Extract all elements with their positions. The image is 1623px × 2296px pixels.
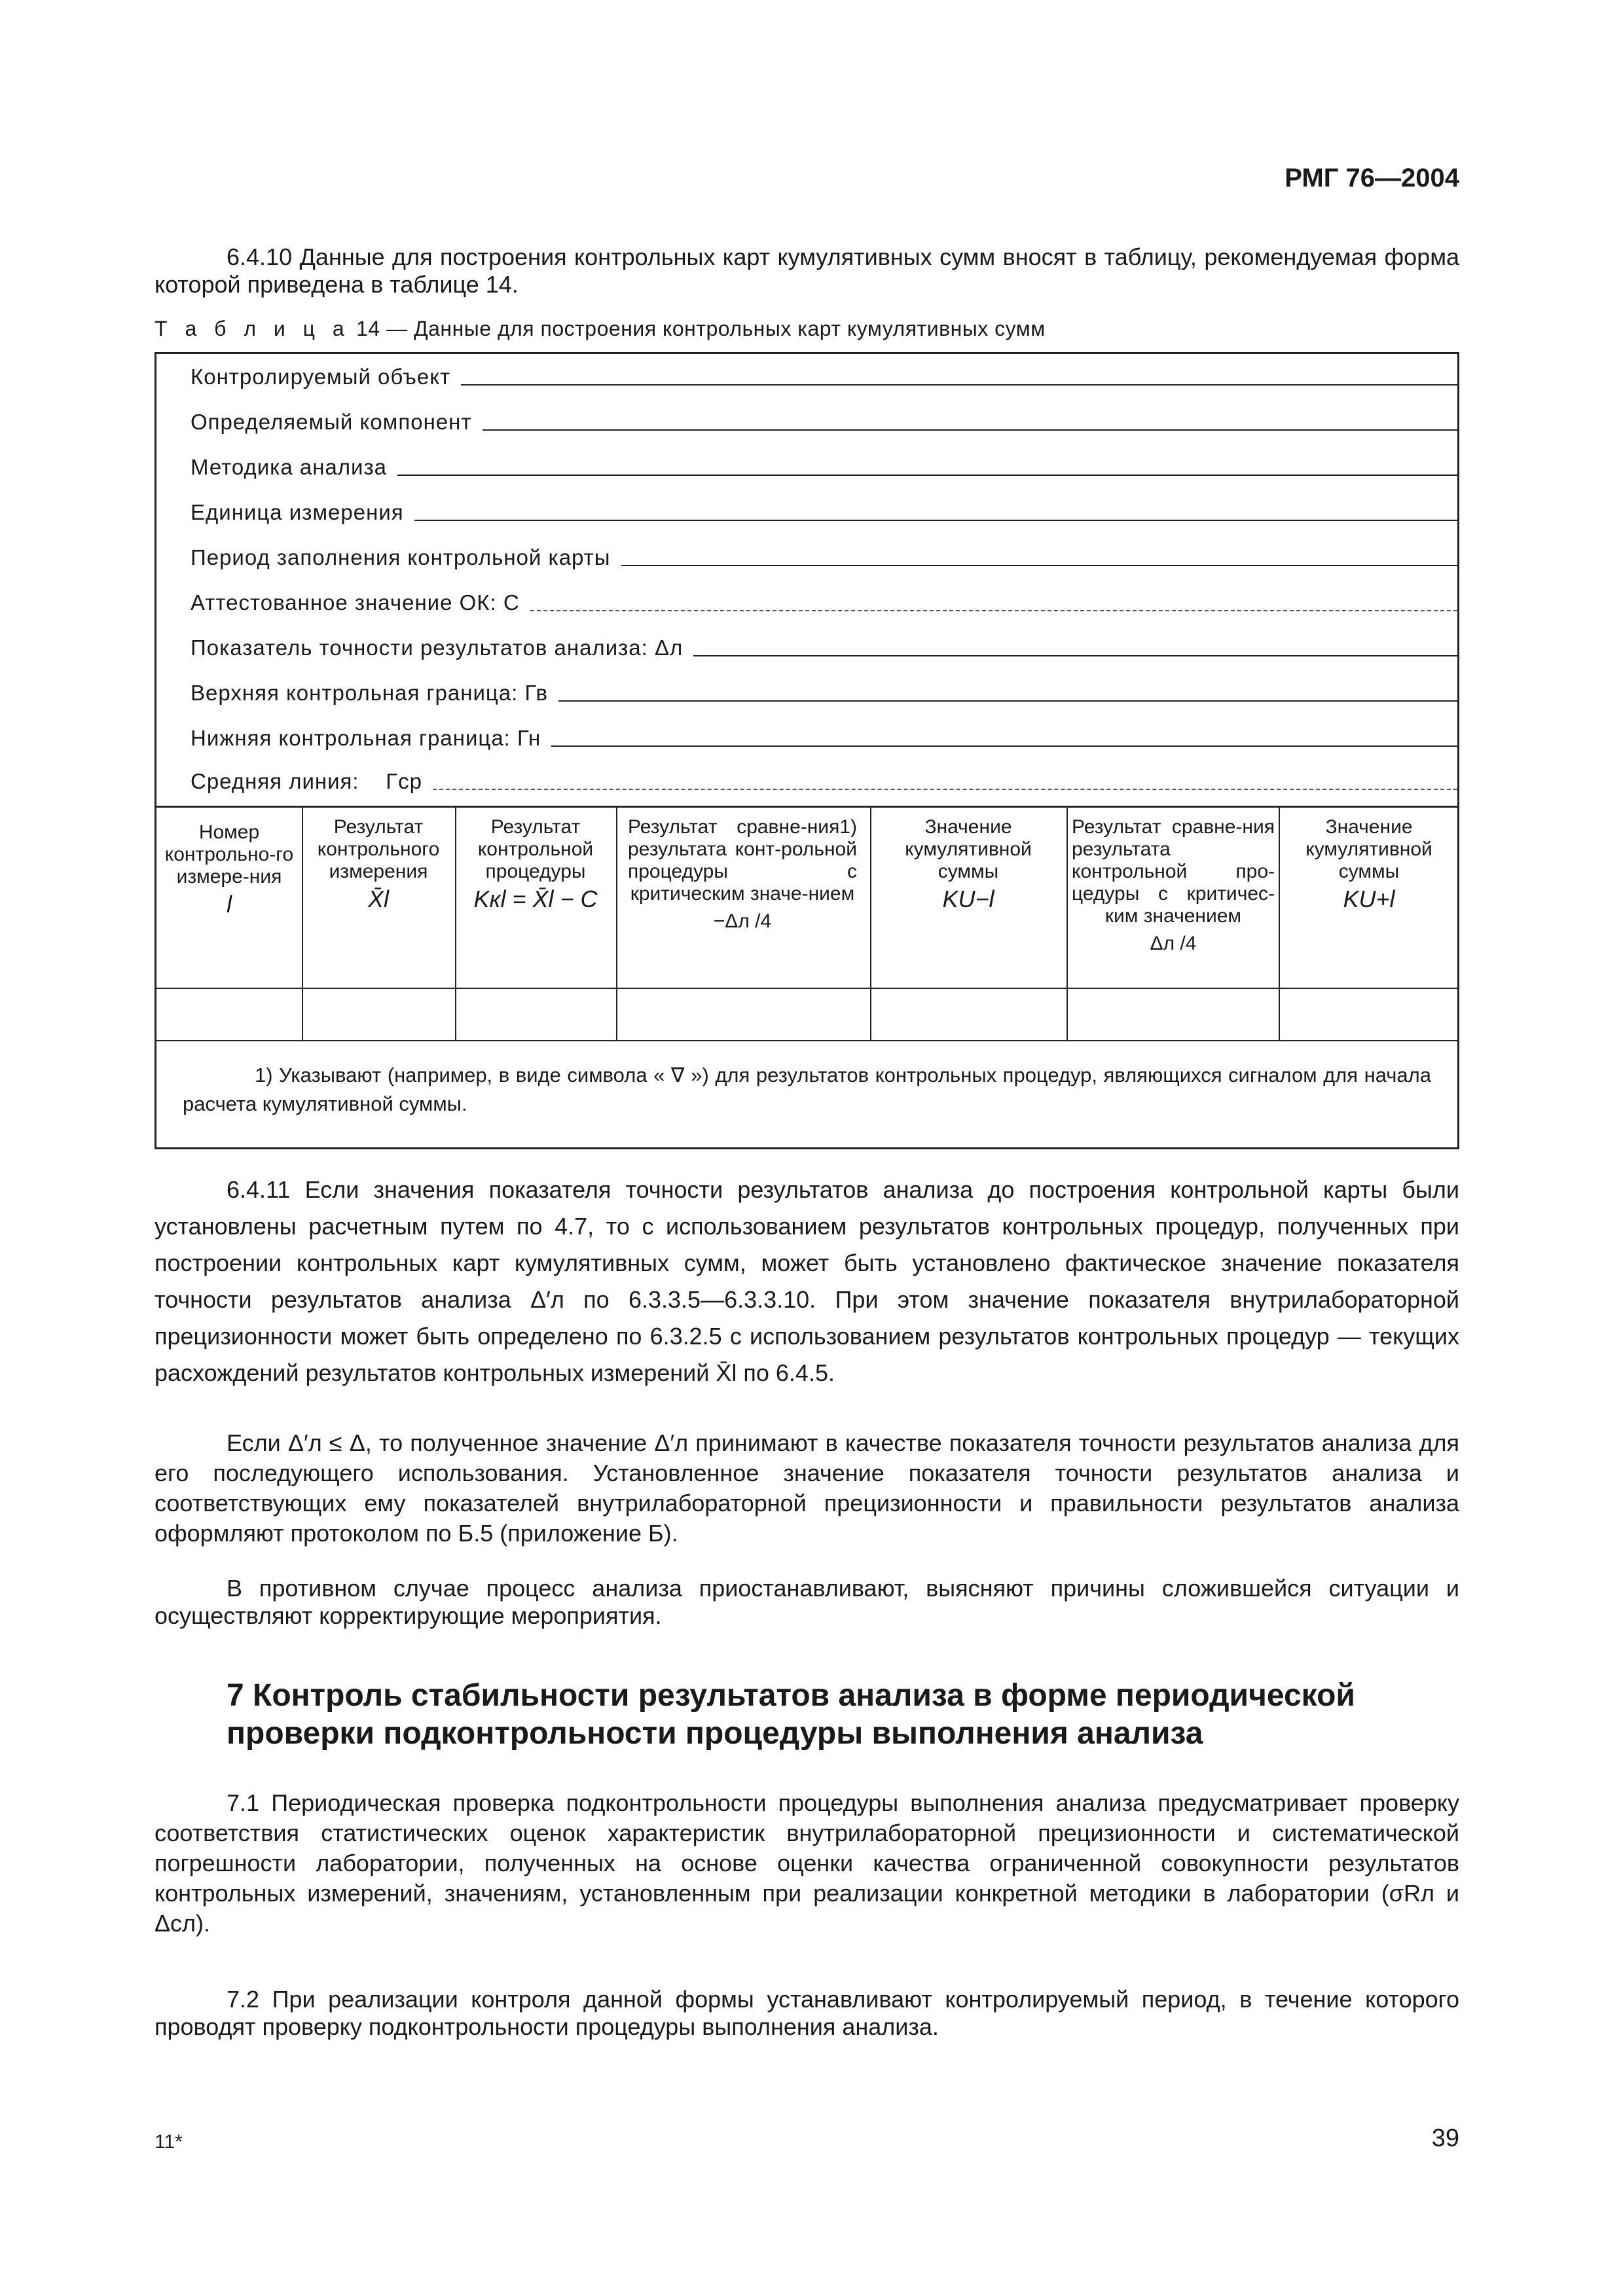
form-field: Контролируемый объект (191, 358, 1457, 389)
form-field: Верхняя контрольная граница: Гв (191, 674, 1457, 706)
form-field: Аттестованное значение ОК: C (191, 584, 1457, 615)
fill-line (693, 655, 1457, 656)
column-header-measurement: Результат контрольного измерения X̄l (317, 816, 440, 912)
section-7-heading: 7 Контроль стабильности результатов анализа в форме периодической проверки подконтрольности процедуры выполнения анализа (227, 1678, 1355, 1751)
paragraph-6-4-11-otherwise: В противном случае процесс анализа приостанавливают, выясняют причины сложившейся ситуации и осуществляют корректирующие мероприятия. (155, 1575, 1459, 1629)
column-header-cumsum-upper: Значение кумулятивной суммы KU+l (1305, 816, 1432, 912)
column-divider (870, 806, 871, 1040)
fill-line (397, 475, 1457, 476)
fill-line (483, 429, 1457, 431)
column-divider (616, 806, 617, 1040)
column-divider (1279, 806, 1280, 1040)
document-code: РМГ 76—2004 (1285, 164, 1459, 192)
fill-line (433, 789, 1457, 790)
column-divider (302, 806, 303, 1040)
fill-line (621, 565, 1457, 566)
fill-line (530, 610, 1457, 611)
form-field: Нижняя контрольная граница: Гн (191, 719, 1457, 751)
table-caption-prefix: Т а б л и ц а (155, 317, 350, 340)
paragraph-6-4-11-condition: Если Δ′л ≤ Δ, то полученное значение Δ′л принимают в качестве показателя точности результатов анализа для его последующего использования. Установленное значение показателя точности результатов анализа и соответствующих ему показателей внутрилабораторной прецизионности и правильности результатов анализа оформляют протоколом по Б.5 (приложение Б). (155, 1429, 1459, 1547)
form-field: Методика анализа (191, 448, 1457, 480)
fill-line (461, 384, 1457, 386)
paragraph-7-2: 7.2 При реализации контроля данной формы устанавливают контролируемый период, в течение которого проводят проверку подконтрольности процедуры выполнения анализа. (155, 1986, 1459, 2040)
column-header-comparison-upper: Результат сравне-ния результата контрольной про-цедуры с критичес-ким значением Δл /4 (1072, 816, 1275, 954)
column-header-number: Номер контрольно-го измере-ния l (164, 821, 294, 918)
table-grid-top (156, 806, 1457, 808)
column-header-cumsum-lower: Значение кумулятивной суммы KU−l (905, 816, 1032, 912)
fill-line (558, 700, 1457, 702)
fill-line (551, 745, 1457, 747)
sheet-mark: 11* (155, 2131, 183, 2153)
form-field: Определяемый компонент (191, 403, 1457, 435)
table-footnote: 1) Указывают (например, в виде символа « ∇ ») для результатов контрольных процедур, являющихся сигналом для начала расчета кумулятивной суммы. (183, 1064, 1431, 1115)
form-field: Период заполнения контрольной карты (191, 539, 1457, 570)
form-field: Показатель точности результатов анализа: Δл (191, 629, 1457, 660)
paragraph-6-4-11: 6.4.11 Если значения показателя точности результатов анализа до построения контрольной карты были установлены расчетным путем по 4.7, то с использованием результатов контрольных процедур, полученных при построении контрольных карт кумулятивных сумм, может быть установлено фактическое значение показателя точности результатов анализа Δ′л по 6.3.3.5—6.3.3.10. При этом значение показателя внутрилабораторной прецизионности может быть определено по 6.3.2.5 с использованием результатов контрольных процедур — текущих расхождений результатов контрольных измерений X̄l по 6.4.5. (155, 1176, 1459, 1386)
page-number: 39 (1431, 2125, 1459, 2152)
fill-line (414, 520, 1457, 521)
table-row-divider (156, 1040, 1457, 1041)
table-row-divider (156, 988, 1457, 989)
paragraph-7-1: 7.1 Периодическая проверка подконтрольности процедуры выполнения анализа предусматривает проверку соответствия статистических оценок характеристик внутрилабораторной прецизионности и систематической погрешности лаборатории, полученных на основе оценки качества ограниченной совокупности результатов контрольных измерений, значениям, установленным при реализации конкретной методики в лаборатории (σRл и Δcл). (155, 1789, 1459, 1937)
paragraph-6-4-10: 6.4.10 Данные для построения контрольных карт кумулятивных сумм вносят в таблицу, рекомендуемая форма которой приведена в таблице 14. (155, 243, 1459, 298)
column-divider (1067, 806, 1068, 1040)
column-divider (455, 806, 456, 1040)
table-caption (155, 317, 1046, 341)
form-field: Единица измерения (191, 493, 1457, 525)
form-field: Средняя линия: Гср (191, 762, 1457, 794)
table-caption-text: 14 — Данные для построения контрольных карт кумулятивных сумм (356, 317, 1046, 340)
column-header-comparison-lower: Результат сравне-ния1) результата конт-рольной процедуры с критическим значе-нием −Δл /4 (628, 816, 857, 932)
column-header-procedure: Результат контрольной процедуры Kкl = X̄l − C (473, 816, 598, 912)
table-14 (155, 352, 1459, 1149)
